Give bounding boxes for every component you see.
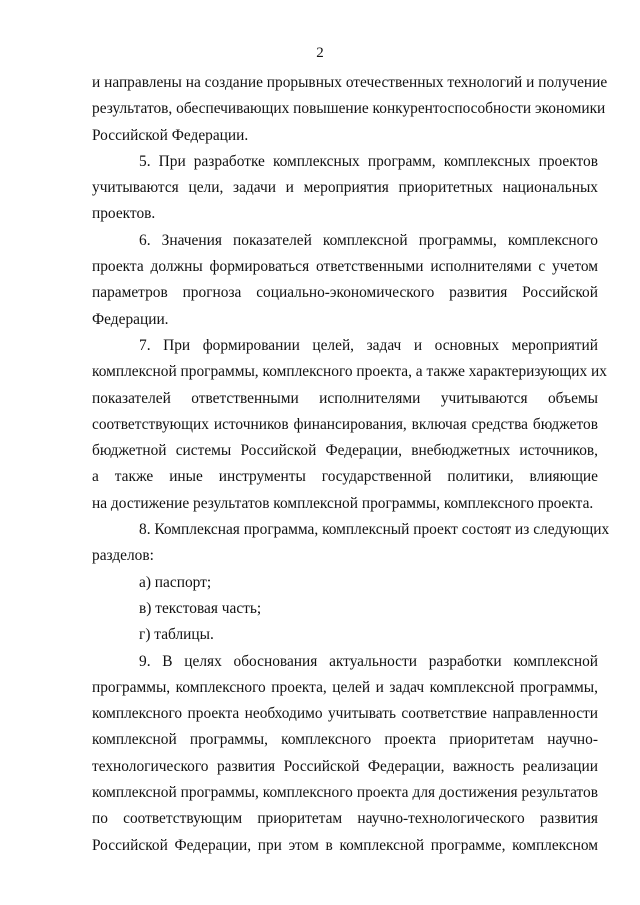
text-line: по соответствующим приоритетам научно-технологического развития bbox=[92, 810, 598, 828]
text-line: 9. В целях обоснования актуальности разработки комплексной bbox=[139, 652, 598, 670]
text-line: Российской Федерации, при этом в комплексной программе, комплексном bbox=[92, 836, 598, 854]
text-line: технологического развития Российской Федерации, важность реализации bbox=[92, 757, 598, 775]
text-line: 8. Комплексная программа, комплексный проект состоят из следующих bbox=[139, 521, 610, 539]
text-line: и направлены на создание прорывных отечественных технологий и получение bbox=[92, 74, 608, 91]
text-line: разделов: bbox=[92, 547, 154, 565]
text-line: комплексного проекта необходимо учитывать соответствие направленности bbox=[92, 705, 598, 723]
paragraph-8 bbox=[92, 517, 610, 570]
text-line: Российской Федерации. bbox=[92, 126, 249, 144]
text-line: на достижение результатов комплексной программы, комплексного проекта. bbox=[92, 494, 594, 512]
text-line: соответствующих источников финансирования, включая средства бюджетов bbox=[92, 415, 598, 433]
text-line: а также иные инструменты государственной политики, влияющие bbox=[92, 468, 598, 486]
list-item: а) паспорт; bbox=[139, 573, 212, 591]
paragraph-9 bbox=[92, 649, 598, 859]
text-line: бюджетной системы Российской Федерации, внебюджетных источников, bbox=[92, 442, 598, 460]
paragraph-5 bbox=[92, 149, 598, 228]
text-line: 5. При разработке комплексных программ, комплексных проектов bbox=[139, 152, 598, 170]
text-line: проектов. bbox=[92, 205, 156, 223]
text-line: Федерации. bbox=[92, 310, 169, 328]
text-line: показателей ответственными исполнителями учитываются объемы bbox=[92, 389, 598, 407]
document-body bbox=[92, 70, 610, 859]
text-line: результатов, обеспечивающих повышение конкурентоспособности экономики bbox=[92, 100, 606, 118]
text-line: комплексной программы, комплексного проекта, а также характеризующих их bbox=[92, 363, 607, 381]
paragraph-continuation bbox=[92, 70, 608, 149]
list-item: г) таблицы. bbox=[139, 626, 214, 644]
paragraph-7 bbox=[92, 333, 607, 517]
text-line: проекта должны формироваться ответственными исполнителями с учетом bbox=[92, 258, 598, 276]
text-line: комплексной программы, комплексного проекта для достижения результатов bbox=[92, 784, 598, 802]
text-line: учитываются цели, задачи и мероприятия приоритетных национальных bbox=[92, 179, 598, 197]
paragraph-6 bbox=[92, 228, 598, 333]
text-line: 7. При формировании целей, задач и основных мероприятий bbox=[139, 336, 598, 354]
text-line: параметров прогноза социально-экономического развития Российской bbox=[92, 284, 598, 302]
sections-list bbox=[92, 570, 598, 649]
text-line: программы, комплексного проекта, целей и задач комплексной программы, bbox=[92, 678, 598, 696]
list-item: в) текстовая часть; bbox=[139, 599, 262, 617]
page-number: 2 bbox=[316, 45, 324, 61]
text-line: комплексной программы, комплексного проекта приоритетам научно- bbox=[92, 731, 598, 749]
text-line: 6. Значения показателей комплексной программы, комплексного bbox=[139, 231, 598, 249]
